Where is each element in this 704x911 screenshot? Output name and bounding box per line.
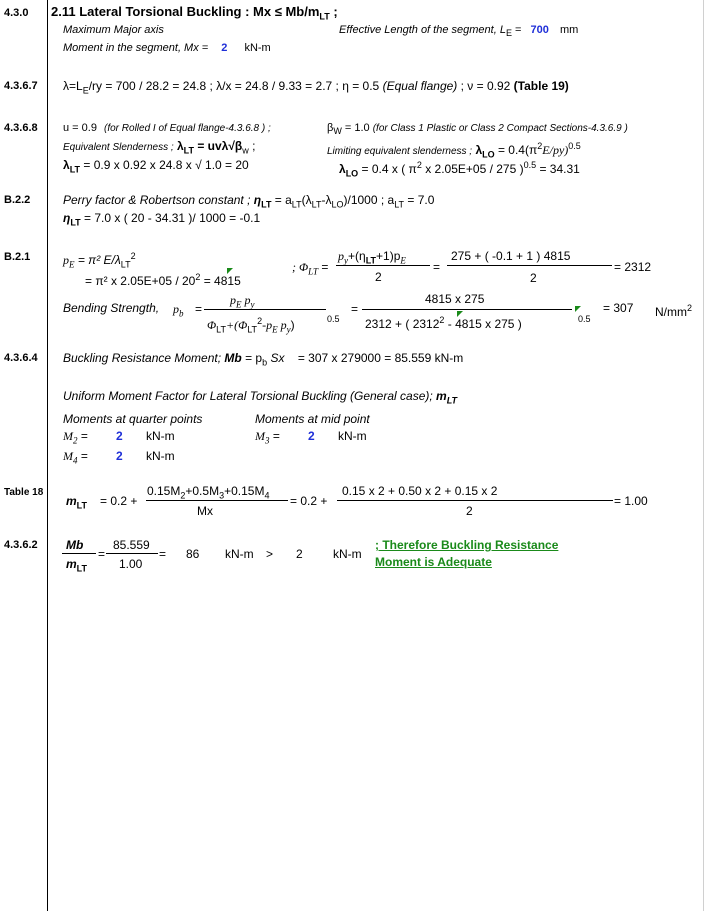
ref-4-3-6-4: 4.3.6.4 — [4, 352, 38, 364]
a-lt-sub: LT — [394, 199, 405, 210]
margin-divider — [47, 0, 48, 911]
excel-comment-marker-2 — [457, 311, 463, 317]
quarter-points-label: Moments at quarter points — [63, 412, 203, 426]
lambda-sub: E — [82, 85, 89, 96]
max-axis-label: Maximum Major axis — [63, 24, 164, 36]
eta-calc-line: $\eta_{LT} = 7.0$ x ( 20 - 34.31 )/ 1000 = -0.1 — [63, 211, 261, 228]
lambda-lo-pow: 0.5 — [568, 141, 581, 151]
eta-eq-sub2: LT — [311, 199, 322, 210]
mlt-eq1: = 0.2 + — [100, 494, 138, 508]
lambda-lt-w: w — [242, 145, 249, 156]
eta-eq-sub: LT — [291, 199, 302, 210]
pe-calc: = π² x 2.05E+05 / 20 — [85, 274, 196, 288]
ref-b-2-2: B.2.2 — [4, 194, 31, 206]
mid-point-label: Moments at mid point — [255, 412, 370, 426]
eff-length-eq: = — [511, 24, 522, 36]
lambda-lo-symbol: λ — [475, 143, 483, 157]
lambda-lo-sup: 2 — [537, 141, 543, 151]
m4-value: 2 — [116, 449, 123, 463]
ref-4-3-6-2: 4.3.6.2 — [4, 539, 38, 551]
m2-value: 2 — [116, 429, 123, 443]
perry-label: Perry factor & Robertson constant ; — [63, 193, 251, 207]
pb-formula-den: $\Phi_{LT}+(\Phi_{LT}^2-p_E$ $p_y$) — [207, 316, 295, 335]
moment-value: 2 — [221, 42, 228, 54]
phi-fraction-bar — [336, 265, 430, 266]
mlt-eq2: = 0.2 + — [290, 494, 328, 508]
pb-eq2: = — [351, 302, 359, 316]
phi-eq2: = — [433, 260, 441, 274]
a-lt-value: = 7.0 — [404, 193, 435, 207]
eta-calc: = 7.0 x ( 20 - 34.31 )/ 1000 = -0.1 — [84, 211, 261, 225]
lambda-lt-end: ; — [248, 139, 256, 153]
perry-line — [63, 193, 434, 211]
eta-eq: = a — [271, 193, 292, 207]
check-unit-1: kN-m — [225, 547, 254, 561]
pe-result: = 4815 — [200, 274, 241, 288]
bending-label: Bending Strength, — [63, 301, 160, 315]
check-bar — [62, 553, 96, 554]
ref-4-3-6-7: 4.3.6.7 — [4, 80, 38, 92]
check-value-num: 85.559 — [113, 538, 150, 552]
bw-symbol: β — [327, 122, 334, 134]
limiting-slenderness-label: Limiting equivalent slenderness ; — [327, 146, 473, 157]
phi-result: = 2312 — [614, 260, 652, 274]
phi-formula-num: $p_y+(\eta_{LT}+1)p_E$ — [338, 249, 406, 266]
phi-value-den: 2 — [530, 271, 537, 285]
pb-value-pow: 0.5 — [578, 314, 591, 324]
phi-value-bar — [447, 265, 612, 266]
lambda-lt-symbol: λ — [176, 139, 184, 153]
m2-line: $M_2$ = — [63, 429, 88, 446]
lambda-lo-sub: LO — [482, 149, 495, 160]
mlt-formula-num: $0.15M_2+0.5M_3+0.15M_4$ — [147, 484, 270, 501]
ref-4-3-6-8: 4.3.6.8 — [4, 122, 38, 134]
eff-length-unit: mm — [559, 24, 579, 36]
pe-line — [63, 249, 136, 271]
u-value: u = 0.9 — [63, 122, 97, 134]
eta-eq-end: )/1000 ; a — [343, 193, 395, 207]
eff-length-value: 700 — [530, 24, 549, 36]
eff-length-line — [339, 23, 578, 40]
pe-calc-pow: 2 — [195, 272, 201, 282]
check-unit-2: kN-m — [333, 547, 362, 561]
eff-length-sub: E — [505, 28, 512, 39]
lambda-lo-calc: $\lambda_{LO} = 0.4$ x ( $\pi^2$ x 2.05E+05 / 275 )$^{0.5}$ = 34.31 — [339, 160, 580, 179]
pe-calc-line — [85, 270, 241, 288]
bw-sub: W — [333, 126, 342, 137]
mlt-value-bar — [337, 500, 613, 501]
lambda-lo-calc-a: = 0.4 x ( π — [361, 162, 417, 176]
moment-unit: kN-m — [244, 42, 271, 54]
bw-value: = 1.0 — [341, 122, 373, 134]
phi-label: ; $\Phi_{LT}$ = — [292, 260, 329, 277]
pe-symbol: p — [63, 253, 69, 267]
excel-comment-marker-3 — [575, 306, 581, 312]
equal-flange-note: (Equal flange) — [382, 79, 458, 93]
m4-unit: kN-m — [146, 449, 175, 463]
conclusion-line-2: Moment is Adequate — [375, 555, 492, 569]
table-19-ref: (Table 19) — [513, 79, 569, 93]
buckling-line: Buckling Resistance Moment; $Mb = p_b$ Sx = 307 x 279000 = 85.559 kN-m — [63, 351, 464, 368]
lambda-rest: /ry = 700 / 28.2 = 24.8 ; λ/x = 24.8 / 9.33 = 2.7 ; η = 0.5 — [88, 79, 383, 93]
pe-pow: 2 — [130, 251, 136, 261]
check-den: $m_{LT}$ — [66, 557, 87, 574]
uniform-title: Uniform Moment Factor for Lateral Torsional Buckling (General case); $m_{LT}$ — [63, 389, 458, 406]
slenderness-line — [63, 79, 569, 97]
pb-value-num: 4815 x 275 — [425, 292, 485, 306]
equiv-slenderness-label: Equivalent Slenderness ; — [63, 142, 174, 153]
mlt-value-num: 0.15 x 2 + 0.50 x 2 + 0.15 x 2 — [342, 484, 498, 498]
check-num: Mb — [66, 538, 84, 552]
mb-symbol: Mb — [224, 351, 242, 365]
pb-eq: = — [195, 302, 203, 316]
section-title — [51, 5, 338, 24]
m3-value: 2 — [308, 429, 315, 443]
lambda-lo-calc-b: x 2.05E+05 / 275 ) — [421, 162, 524, 176]
pb-formula-pow: 0.5 — [327, 314, 340, 324]
pe-formula: = π² E/λ — [74, 253, 121, 267]
eta-eq-rest: (λ — [301, 193, 312, 207]
pb-value-den: 2312 + ( 2312$^2$ - 4815 x 275 ) — [365, 315, 522, 331]
lambda-lt-formula: = uvλ√β — [193, 139, 243, 153]
m3-line: $M_3$ = — [255, 429, 280, 446]
check-value-bar — [106, 553, 158, 554]
pe-sub: E — [69, 259, 75, 270]
check-mx: 2 — [296, 547, 303, 561]
eta-symbol: η — [253, 193, 262, 207]
u-note: (for Rolled I of Equal flange-4.3.6.8 ) ; — [104, 123, 271, 134]
m3-unit: kN-m — [338, 429, 367, 443]
phi-formula-den: 2 — [375, 270, 382, 284]
pb-value-bar — [362, 309, 572, 310]
mlt-formula-bar — [146, 500, 288, 501]
bw-line — [327, 121, 628, 138]
moment-label: Moment in the segment, Mx = — [63, 42, 209, 54]
moment-line — [63, 41, 271, 55]
ref-4-3-0: 4.3.0 — [4, 7, 29, 19]
pb-symbol: $p_b$ — [173, 302, 184, 319]
pb-formula-bar — [204, 309, 326, 310]
mlt-lhs: $m_{LT}$ — [66, 494, 87, 511]
phi-value-num: 275 + ( -0.1 + 1 ) 4815 — [451, 249, 571, 263]
equiv-slenderness-line — [63, 139, 255, 157]
ref-b-2-1: B.2.1 — [4, 251, 31, 263]
lambda-lo-calc-pow: 0.5 — [523, 160, 537, 170]
pb-result: = 307 — [603, 301, 634, 315]
eta-sub: LT — [261, 199, 272, 210]
check-gt: > — [266, 547, 274, 561]
pb-formula-num: $p_E$ $p_y$ — [230, 293, 255, 310]
lambda-lo-calc-end: = 34.31 — [536, 162, 580, 176]
check-value: 86 — [186, 547, 200, 561]
pe-formula-sub: LT — [120, 259, 131, 270]
lambda-lo-end: E/py) — [542, 143, 569, 157]
buckling-label: Buckling Resistance Moment; — [63, 351, 222, 365]
lambda-start: λ=L — [63, 79, 83, 93]
nu-value: ; ν = 0.92 — [457, 79, 514, 93]
conclusion-line-1: ; Therefore Buckling Resistance — [375, 538, 559, 552]
lambda-lt-calc: $\lambda_{LT} = 0.9$ x 0.92 x 24.8 x √ 1.0 = 20 — [63, 158, 249, 175]
check-eq2: = — [159, 547, 167, 561]
check-eq: = — [98, 547, 106, 561]
lambda-lt-calc-text: = 0.9 x 0.92 x 24.8 x √ 1.0 = 20 — [83, 158, 249, 172]
eff-length-label: Effective Length of the segment, L — [339, 24, 506, 36]
u-line — [63, 121, 271, 136]
title-end: ; — [329, 4, 338, 19]
m4-line: $M_4$ = — [63, 449, 88, 466]
buckling-calc: = 307 x 279000 = 85.559 kN-m — [297, 351, 464, 365]
pb-unit: $N/mm^2$ — [655, 303, 693, 319]
check-value-den: 1.00 — [119, 557, 143, 571]
ref-table-18: Table 18 — [4, 487, 44, 498]
title-text: 2.11 Lateral Torsional Buckling : Mx ≤ Mb/m — [51, 4, 320, 19]
title-sub: LT — [319, 11, 330, 22]
lambda-lt-sub: LT — [183, 145, 194, 156]
m2-unit: kN-m — [146, 429, 175, 443]
mlt-result: = 1.00 — [614, 494, 648, 508]
lambda-lo-formula: = 0.4(π — [494, 143, 538, 157]
mlt-formula-den: Mx — [197, 504, 213, 518]
bw-note: (for Class 1 Plastic or Class 2 Compact Sections-4.3.6.9 ) — [372, 123, 628, 134]
eta-eq-rest2: -λ — [321, 193, 332, 207]
mlt-value-den: 2 — [466, 504, 473, 518]
eta-eq-sub3: LO — [331, 199, 344, 210]
excel-comment-marker — [227, 268, 233, 274]
